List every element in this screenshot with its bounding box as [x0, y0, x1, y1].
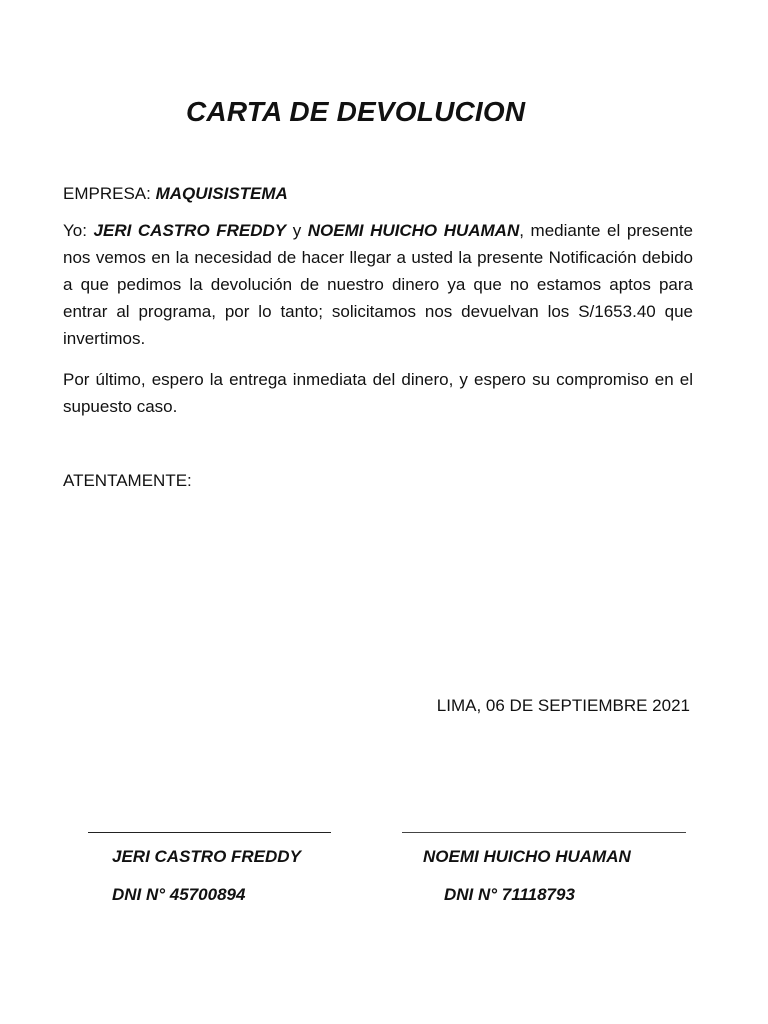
empresa-line	[63, 180, 693, 207]
signature-line-right	[402, 832, 686, 833]
date-line: LIMA, 06 DE SEPTIEMBRE 2021	[436, 696, 690, 715]
body-paragraph-2: Por último, espero la entrega inmediata del dinero, y espero su compromiso en el supuesto caso.	[63, 370, 693, 416]
paragraph-conjunction: y	[286, 221, 308, 240]
closing-text: ATENTAMENTE:	[63, 471, 192, 490]
person-1-name: JERI CASTRO FREDDY	[93, 221, 287, 240]
paragraph-1-text: , mediante el presente nos vemos en la necesidad de hacer llegar a usted la presente Notificación debido a que pedimos la devolución de nuestro dinero ya que no estamos aptos para entrar al programa, por lo tanto; solicitamos nos devuelvan los S/1653.40 que invertimos.	[63, 221, 693, 348]
signature-name-right: NOEMI HUICHO HUAMAN	[423, 847, 631, 866]
paragraph-prefix: Yo:	[63, 221, 94, 240]
empresa-label: EMPRESA:	[63, 184, 156, 203]
person-2-name: NOEMI HUICHO HUAMAN	[307, 221, 520, 240]
body-paragraph-1	[63, 217, 693, 352]
empresa-name: MAQUISISTEMA	[155, 184, 288, 203]
signature-dni-left: DNI N° 45700894	[112, 885, 246, 904]
signature-line-left	[88, 832, 331, 833]
document-title: CARTA DE DEVOLUCION	[186, 96, 526, 127]
signature-dni-right: DNI N° 71118793	[444, 885, 575, 904]
signature-name-left: JERI CASTRO FREDDY	[112, 847, 301, 866]
